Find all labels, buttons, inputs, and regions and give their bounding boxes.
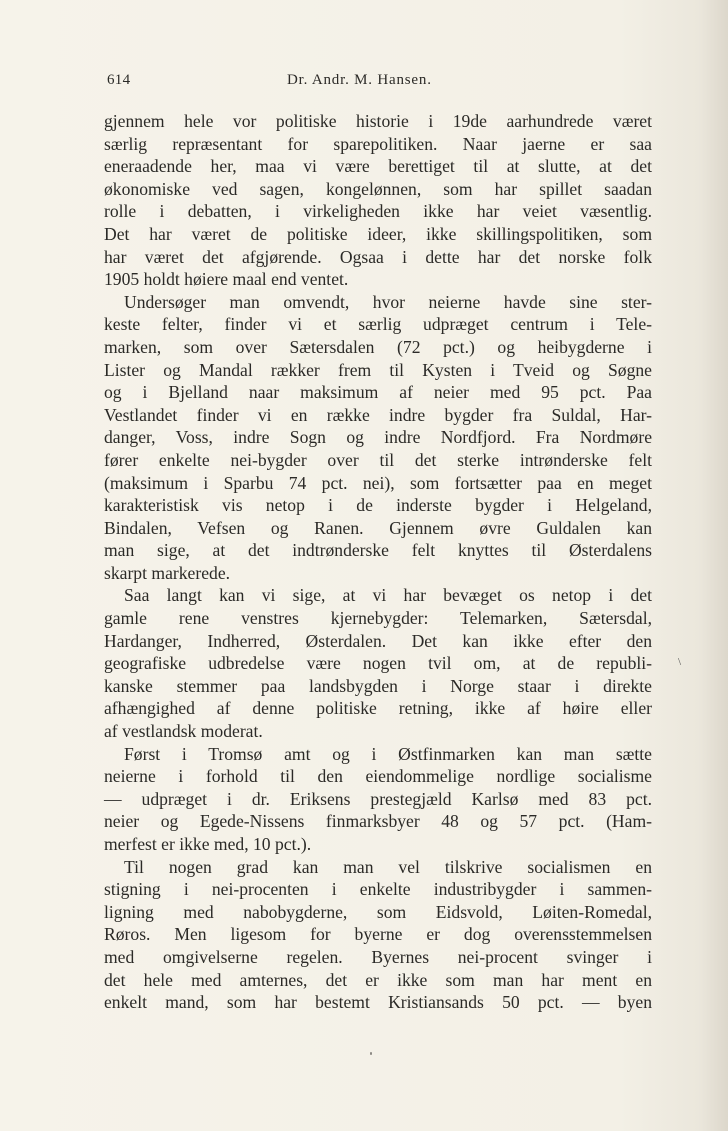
text-line: 1905 holdt høiere maal end ventet. (104, 269, 349, 290)
text-line: eneraadende her, maa vi være berettiget til at slutte, at det (104, 156, 652, 177)
text-body (104, 110, 652, 1014)
page-number: 614 (107, 72, 131, 88)
text-line: Hardanger, Indherred, Østerdalen. Det kan ikke efter den (104, 630, 652, 651)
text-line: Det har været de politiske ideer, ikke skillingspolitiken, som (104, 223, 652, 244)
text-line: — udpræget i dr. Eriksens prestegjæld Karlsø med 83 pct. (104, 788, 652, 809)
paper-speck (370, 1052, 372, 1055)
text-line: særlig repræsentant for sparepolitiken. Naar jaerne er saa (104, 133, 652, 154)
text-line: skarpt markerede. (104, 562, 231, 583)
text-line: kanske stemmer paa landsbygden i Norge staar i direkte (104, 675, 652, 696)
text-line: danger, Voss, indre Sogn og indre Nordfjord. Fra Nordmøre (104, 427, 652, 448)
text-line: karakteristisk vis netop i de inderste bygder i Helgeland, (104, 495, 652, 516)
text-line: (maksimum i Sparbu 74 pct. nei), som fortsætter paa en meget (104, 472, 652, 493)
text-line: gamle rene venstres kjernebygder: Telemarken, Sætersdal, (104, 608, 652, 629)
margin-mark: \ (678, 656, 682, 668)
text-line: og i Bjelland naar maksimum af neier med 95 pct. Paa (104, 382, 652, 403)
text-line: Røros. Men ligesom for byerne er dog overensstemmelsen (104, 924, 652, 945)
text-line: stigning i nei-procenten i enkelte industribygder i sammen- (104, 879, 652, 900)
text-line: man sige, at det indtrønderske felt knyttes til Østerdalens (104, 540, 652, 561)
text-line: Saa langt kan vi sige, at vi har bevæget os netop i det (124, 585, 652, 606)
text-line: med omgivelserne regelen. Byernes nei-procent svinger i (104, 946, 652, 967)
text-line: marken, som over Sætersdalen (72 pct.) og heibygderne i (104, 336, 652, 357)
text-line: det hele med amternes, det er ikke som man har ment en (104, 969, 652, 990)
text-line: økonomiske ved sagen, kongelønnen, som har spillet saadan (104, 178, 652, 199)
text-line: gjennem hele vor politiske historie i 19de aarhundrede været (104, 111, 652, 131)
text-line: merfest er ikke med, 10 pct.). (104, 834, 312, 854)
text-line: fører enkelte nei-bygder over til det sterke intrønderske felt (104, 449, 652, 470)
text-line: enkelt mand, som har bestemt Kristiansands 50 pct. — byen (104, 992, 652, 1013)
text-line: neier og Egede-Nissens finmarksbyer 48 og 57 pct. (Ham- (104, 811, 652, 832)
text-line: geografiske udbredelse være nogen tvil om, at de republi- (104, 653, 652, 674)
text-line: ligning med nabobygderne, som Eidsvold, Løiten-Romedal, (104, 901, 652, 922)
text-line: af vestlandsk moderat. (104, 721, 263, 742)
text-line: Vestlandet finder vi en række indre bygder fra Suldal, Har- (104, 404, 652, 425)
text-line: afhængighed af denne politiske retning, ikke af høire eller (104, 698, 652, 719)
text-line: Undersøger man omvendt, hvor neierne havde sine ster- (124, 291, 652, 312)
text-line: Til nogen grad kan man vel tilskrive socialismen en (124, 856, 652, 877)
text-line: keste felter, finder vi et særlig udpræget centrum i Tele- (104, 314, 652, 335)
text-line: Først i Tromsø amt og i Østfinmarken kan man sætte (124, 743, 652, 764)
text-line: har været det afgjørende. Ogsaa i dette har det norske folk (104, 246, 652, 267)
text-line: neierne i forhold til den eiendommelige nordlige socialisme (104, 766, 652, 787)
running-title: Dr. Andr. M. Hansen. (287, 72, 432, 88)
text-line: Bindalen, Vefsen og Ranen. Gjennem øvre Guldalen kan (104, 517, 652, 538)
page-header (107, 72, 653, 94)
text-line: Lister og Mandal rækker frem til Kysten i Tveid og Søgne (104, 359, 652, 380)
text-line: rolle i debatten, i virkeligheden ikke har veiet væsentlig. (104, 201, 652, 222)
